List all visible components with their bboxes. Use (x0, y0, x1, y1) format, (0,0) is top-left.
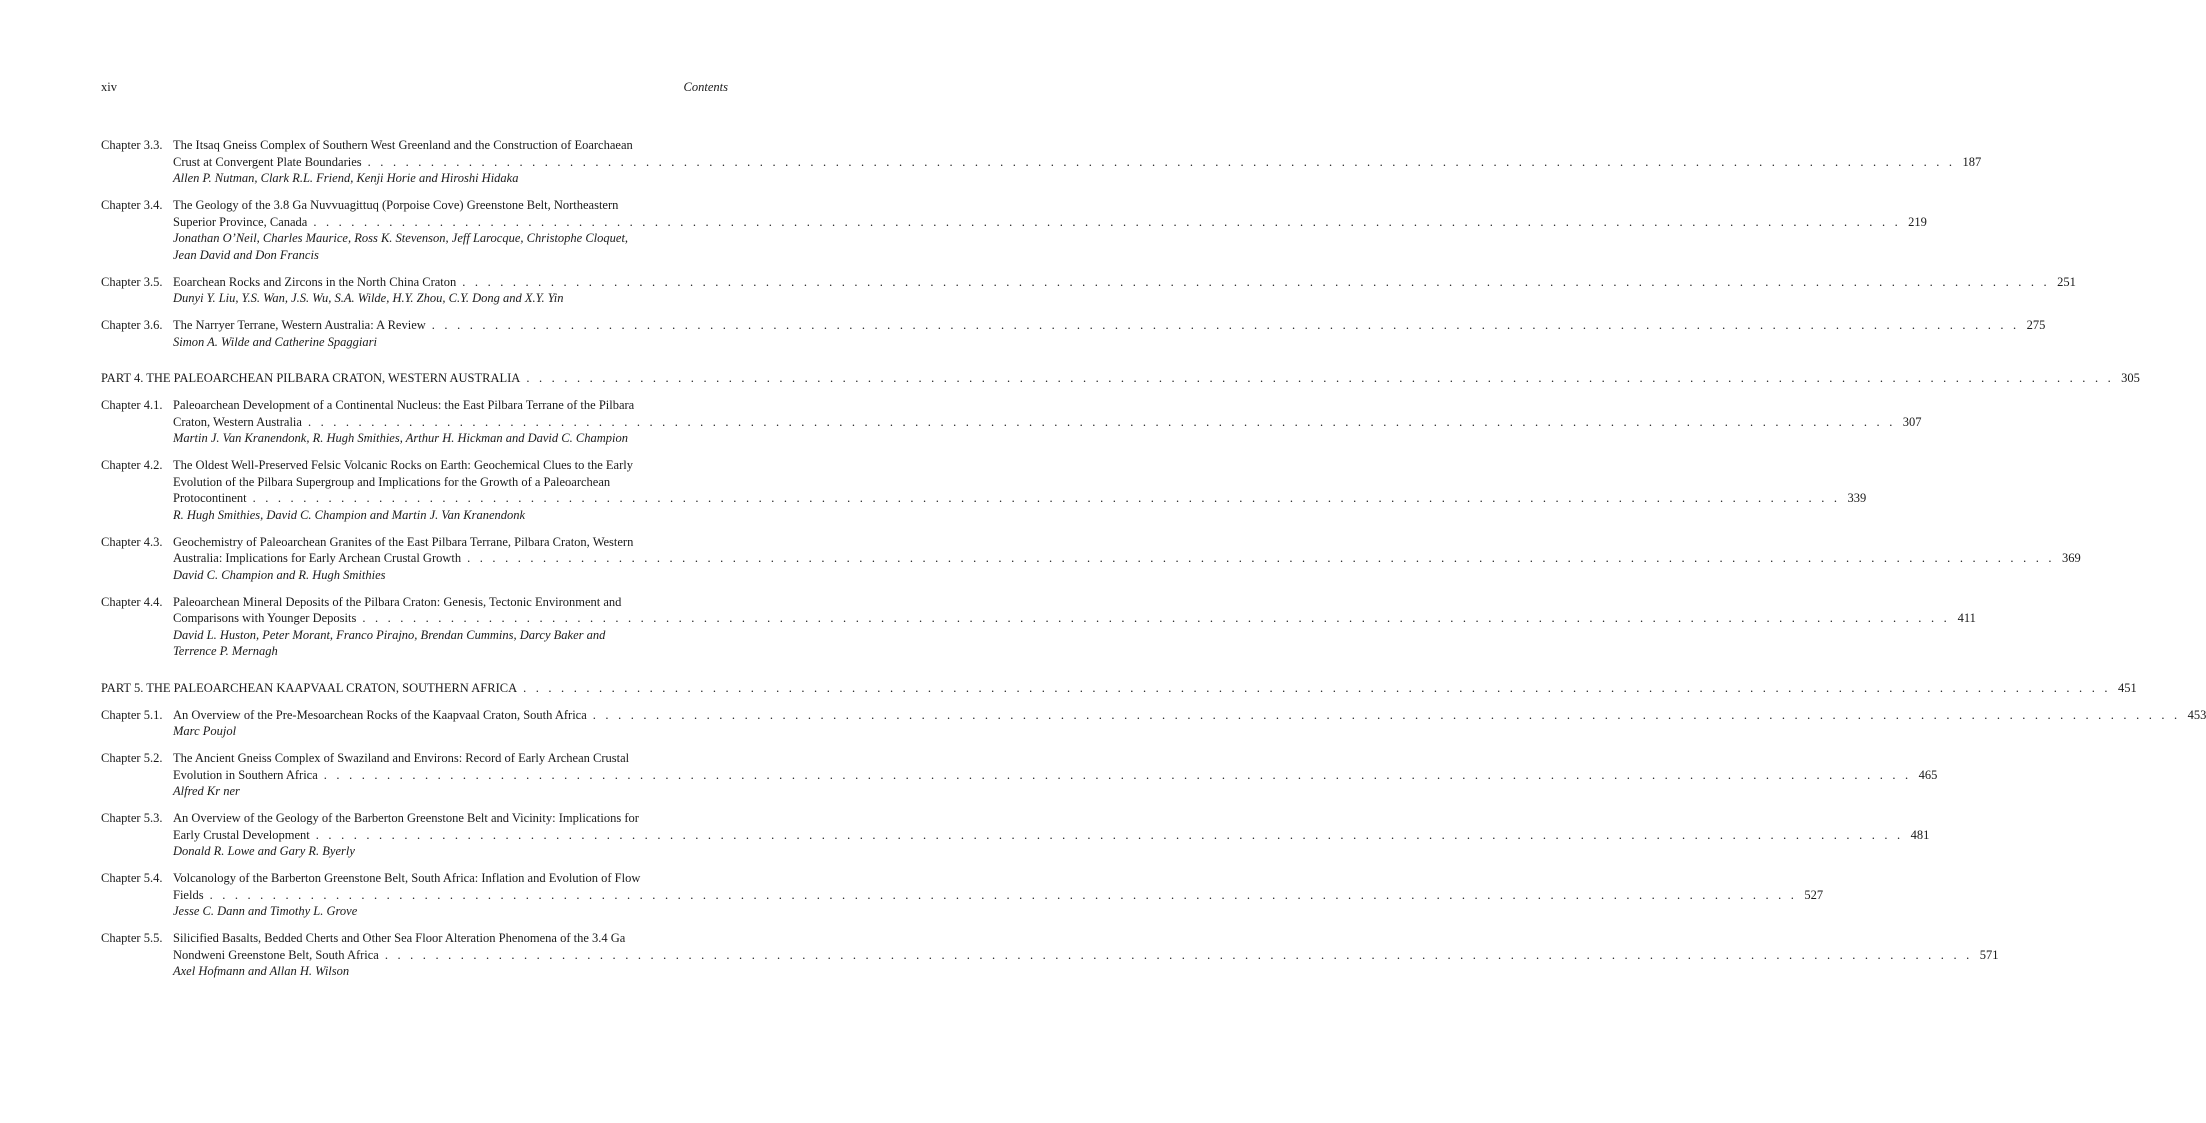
dot-leader: . . . . . . . . . . . . . . . . . . . . . . . . . . . . . . . . . . . . . . . . . . . . . . . . . . . . . . . . . . . . . . . . . . . . . . . . . . . . . . . . . . . . . . . . . . . . . . . . . . . . . . . . . . . . . . . . . . . . . . . . . . . . . . (323, 767, 1912, 782)
chapter-authors: David L. Huston, Peter Morant, Franco Pirajno, Brendan Cummins, Darcy Baker and (173, 627, 606, 642)
dot-leader: . . . . . . . . . . . . . . . . . . . . . . . . . . . . . . . . . . . . . . . . . . . . . . . . . . . . . . . . . . . . . . . . . . . . . . . . . . . . . . . . . . . . . . . . . . . . . . . . . . . . . . . . . . . . . . . . . . . . . . . . . . . . . . (467, 551, 2055, 565)
chapter-title-line: Volcanology of the Barberton Greenstone Belt, South Africa: Inflation and Evolution of Flow (173, 871, 641, 885)
chapter-authors: Allen P. Nutman, Clark R.L. Friend, Kenji Horie and Hiroshi Hidaka (173, 171, 519, 185)
dot-leader: . . . . . . . . . . . . . . . . . . . . . . . . . . . . . . . . . . . . . . . . . . . . . . . . . . . . . . . . . . . . . . . . . . . . . . . . . . . . . . . . . . . . . . . . . . . . . . . . . . . . . . . . . . . . . . . . . . . . . . . . . . . . . . (431, 318, 2020, 332)
toc-entry (101, 397, 1922, 447)
chapter-label: Chapter 3.6. (101, 318, 163, 332)
chapter-page-number: 453 (2187, 707, 2206, 722)
part-4-page: 305 (2121, 371, 2140, 385)
chapter-title-text: Nondweni Greenstone Belt, South Africa (173, 947, 379, 962)
chapter-page-number: 339 (1847, 491, 1867, 505)
chapter-authors: Jonathan O’Neil, Charles Maurice, Ross K. Stevenson, Jeff Larocque, Christophe Cloquet, (173, 231, 629, 245)
chapter-title-last-line (173, 707, 2206, 724)
chapter-page-number: 369 (2061, 551, 2081, 565)
toc-entry (101, 594, 1976, 660)
chapter-title-line: The Geology of the 3.8 Ga Nuvvuagittuq (Porpoise Cove) Greenstone Belt, Northeastern (173, 198, 619, 212)
page-number: xiv (101, 80, 117, 94)
chapter-authors: David C. Champion and R. Hugh Smithies (173, 567, 386, 582)
chapter-title-text: The Narryer Terrane, Western Australia: A Review (173, 318, 426, 332)
chapter-title-text: Eoarchean Rocks and Zircons in the North China Craton (173, 274, 457, 289)
chapter-group-part4 (101, 397, 2081, 660)
chapter-title-last-line (173, 767, 1938, 784)
chapter-label: Chapter 4.1. (101, 398, 163, 412)
chapter-authors: Marc Poujol (173, 724, 237, 738)
chapter-title-text: Early Crustal Development (173, 827, 310, 842)
chapter-title-last-line (173, 490, 1867, 507)
part-4-title: PART 4. THE PALEOARCHEAN PILBARA CRATON, WESTERN AUSTRALIA (101, 371, 521, 385)
chapter-page-number: 527 (1804, 887, 1824, 902)
dot-leader: . . . . . . . . . . . . . . . . . . . . . . . . . . . . . . . . . . . . . . . . . . . . . . . . . . . . . . . . . . . . . . . . . . . . . . . . . . . . . . . . . . . . . . . . . . . . . . . . . . . . . . . . . . . . . . . . . . . . . . . . . . . . . . (362, 611, 1950, 625)
chapter-label: Chapter 5.1. (101, 707, 163, 722)
chapter-label: Chapter 5.5. (101, 931, 163, 945)
chapter-title-last-line (173, 947, 1999, 964)
dot-leader: . . . . . . . . . . . . . . . . . . . . . . . . . . . . . . . . . . . . . . . . . . . . . . . . . . . . . . . . . . . . . . . . . . . . . . . . . . . . . . . . . . . . . . . . . . . . . . . . . . . . . . . . . . . . . . . . . . . . . . . . . . . . . . (209, 887, 1798, 902)
chapter-title-last-line (173, 317, 2046, 334)
chapter-authors: Alfred Kr ner (173, 784, 240, 798)
chapter-page-number: 307 (1902, 414, 1922, 429)
dot-leader: . . . . . . . . . . . . . . . . . . . . . . . . . . . . . . . . . . . . . . . . . . . . . . . . . . . . . . . . . . . . . . . . . . . . . . . . . . . . . . . . . . . . . . . . . . . . . . . . . . . . . . . . . . . . . . . . . . . . . . . . . . . . . . (315, 827, 1904, 842)
running-head (101, 78, 728, 96)
chapter-title-line: Evolution of the Pilbara Supergroup and Implications for the Growth of a Paleoarchean (173, 474, 611, 489)
chapter-page-number: 219 (1908, 214, 1927, 229)
chapter-title-line: Silicified Basalts, Bedded Cherts and Other Sea Floor Alteration Phenomena of the 3.4 Ga (173, 931, 626, 945)
chapter-authors: Jesse C. Dann and Timothy L. Grove (173, 904, 358, 918)
toc-entry (101, 137, 1982, 187)
chapter-title-text: Superior Province, Canada (173, 214, 308, 229)
chapter-authors: Simon A. Wilde and Catherine Spaggiari (173, 334, 377, 349)
dot-leader: . . . . . . . . . . . . . . . . . . . . . . . . . . . . . . . . . . . . . . . . . . . . . . . . . . . . . . . . . . . . . . . . . . . . . . . . . . . . . . . . . . . . . . . . . . . . . . . . . . . . . . . . . . . . . . . . . . . . . . . . . . . . . . (367, 154, 1956, 169)
chapter-authors: Donald R. Lowe and Gary R. Byerly (173, 844, 355, 858)
chapter-title-last-line (173, 214, 1927, 231)
chapter-title-last-line (173, 414, 1922, 431)
part-5-heading (101, 680, 2137, 697)
chapter-label: Chapter 4.2. (101, 458, 163, 472)
toc-entry (101, 457, 1867, 523)
section-title: Contents (683, 80, 728, 94)
chapter-title-text: Protocontinent (173, 491, 247, 505)
chapter-page-number: 571 (1979, 947, 1999, 962)
chapter-group-part3 (101, 137, 2076, 350)
chapter-authors: Axel Hofmann and Allan H. Wilson (173, 964, 350, 978)
chapter-page-number: 275 (2026, 318, 2046, 332)
dot-leader: . . . . . . . . . . . . . . . . . . . . . . . . . . . . . . . . . . . . . . . . . . . . . . . . . . . . . . . . . . . . . . . . . . . . . . . . . . . . . . . . . . . . . . . . . . . . . . . . . . . . . . . . . . . . . . . . . . . . . . . . . . . . . . (592, 707, 2181, 722)
chapter-title-text: Comparisons with Younger Deposits (173, 611, 357, 625)
toc-entry (101, 197, 1927, 263)
dot-leader: . . . . . . . . . . . . . . . . . . . . . . . . . . . . . . . . . . . . . . . . . . . . . . . . . . . . . . . . . . . . . . . . . . . . . . . . . . . . . . . . . . . . . . . . . . . . . . . . . . . . . . . . . . . . . . . . . . . . . . . . . . . . . . (523, 680, 2111, 695)
chapter-label: Chapter 5.3. (101, 811, 163, 825)
chapter-title-last-line (173, 827, 1930, 844)
chapter-title-line: The Oldest Well-Preserved Felsic Volcanic Rocks on Earth: Geochemical Clues to the Early (173, 458, 633, 472)
chapter-title-text: Evolution in Southern Africa (173, 767, 318, 782)
chapter-page-number: 411 (1957, 611, 1976, 625)
chapter-authors: Terrence P. Mernagh (173, 644, 278, 658)
chapter-label: Chapter 4.3. (101, 534, 163, 549)
chapter-title-last-line (173, 154, 1982, 171)
chapter-title-last-line (173, 887, 1824, 904)
chapter-label: Chapter 5.2. (101, 751, 163, 765)
toc-entry (101, 750, 1938, 800)
dot-leader: . . . . . . . . . . . . . . . . . . . . . . . . . . . . . . . . . . . . . . . . . . . . . . . . . . . . . . . . . . . . . . . . . . . . . . . . . . . . . . . . . . . . . . . . . . . . . . . . . . . . . . . . . . . . . . . . . . . . . . . . . . . . . . (526, 371, 2114, 385)
chapter-page-number: 187 (1962, 154, 1982, 169)
chapter-title-last-line (173, 550, 2081, 567)
part-4-heading (101, 370, 2140, 387)
chapter-title-line: An Overview of the Geology of the Barberton Greenstone Belt and Vicinity: Implications for (173, 811, 639, 825)
chapter-label: Chapter 3.3. (101, 138, 163, 152)
chapter-title-text: Australia: Implications for Early Archean Crustal Growth (173, 551, 462, 565)
chapter-authors: Martin J. Van Kranendonk, R. Hugh Smithies, Arthur H. Hickman and David C. Champion (173, 431, 628, 445)
chapter-label: Chapter 3.5. (101, 274, 163, 289)
chapter-page-number: 465 (1918, 767, 1938, 782)
chapter-title-line: The Itsaq Gneiss Complex of Southern West Greenland and the Construction of Eoarchaean (173, 138, 633, 152)
chapter-authors: Jean David and Don Francis (173, 247, 319, 262)
chapter-title-last-line (173, 274, 2076, 291)
dot-leader: . . . . . . . . . . . . . . . . . . . . . . . . . . . . . . . . . . . . . . . . . . . . . . . . . . . . . . . . . . . . . . . . . . . . . . . . . . . . . . . . . . . . . . . . . . . . . . . . . . . . . . . . . . . . . . . . . . . . . . . . . . . . . . (307, 414, 1896, 429)
chapter-title-text: Crust at Convergent Plate Boundaries (173, 154, 362, 169)
toc-entry (101, 930, 1999, 980)
chapter-group-part5 (101, 707, 2206, 980)
toc-entry (101, 317, 2046, 350)
chapter-title-text: An Overview of the Pre-Mesoarchean Rocks of the Kaapvaal Craton, South Africa (173, 707, 587, 722)
dot-leader: . . . . . . . . . . . . . . . . . . . . . . . . . . . . . . . . . . . . . . . . . . . . . . . . . . . . . . . . . . . . . . . . . . . . . . . . . . . . . . . . . . . . . . . . . . . . . . . . . . . . . . . . . . . . . . . . . . . . . . . . . . . . . . (313, 214, 1901, 229)
part-5-page: 451 (2117, 680, 2137, 695)
chapter-title-line: Geochemistry of Paleoarchean Granites of the East Pilbara Terrane, Pilbara Craton, Western (173, 534, 634, 549)
chapter-title-line: Paleoarchean Development of a Continental Nucleus: the East Pilbara Terrane of the Pilbara (173, 398, 635, 412)
chapter-title-text: Fields (173, 887, 204, 902)
table-of-contents (101, 137, 2206, 980)
toc-entry (101, 870, 1824, 920)
toc-entry (101, 534, 2081, 584)
chapter-authors: Dunyi Y. Liu, Y.S. Wan, J.S. Wu, S.A. Wilde, H.Y. Zhou, C.Y. Dong and X.Y. Yin (173, 291, 564, 305)
dot-leader: . . . . . . . . . . . . . . . . . . . . . . . . . . . . . . . . . . . . . . . . . . . . . . . . . . . . . . . . . . . . . . . . . . . . . . . . . . . . . . . . . . . . . . . . . . . . . . . . . . . . . . . . . . . . . . . . . . . . . . . . . . . . . . (384, 947, 1973, 962)
dot-leader: . . . . . . . . . . . . . . . . . . . . . . . . . . . . . . . . . . . . . . . . . . . . . . . . . . . . . . . . . . . . . . . . . . . . . . . . . . . . . . . . . . . . . . . . . . . . . . . . . . . . . . . . . . . . . . . . . . . . . . . . . . . . . . (252, 491, 1841, 505)
chapter-label: Chapter 3.4. (101, 198, 163, 212)
chapter-page-number: 251 (2057, 274, 2076, 289)
chapter-title-last-line (173, 610, 1976, 627)
part-5-title: PART 5. THE PALEOARCHEAN KAAPVAAL CRATON, SOUTHERN AFRICA (101, 680, 518, 695)
toc-entry (101, 707, 2206, 740)
chapter-title-line: The Ancient Gneiss Complex of Swaziland and Environs: Record of Early Archean Crustal (173, 751, 630, 765)
dot-leader: . . . . . . . . . . . . . . . . . . . . . . . . . . . . . . . . . . . . . . . . . . . . . . . . . . . . . . . . . . . . . . . . . . . . . . . . . . . . . . . . . . . . . . . . . . . . . . . . . . . . . . . . . . . . . . . . . . . . . . . . . . . . . . (462, 274, 2050, 289)
chapter-authors: R. Hugh Smithies, David C. Champion and Martin J. Van Kranendonk (173, 507, 526, 522)
toc-entry (101, 810, 1930, 860)
toc-entry (101, 274, 2076, 307)
chapter-label: Chapter 4.4. (101, 594, 163, 609)
chapter-title-line: Paleoarchean Mineral Deposits of the Pilbara Craton: Genesis, Tectonic Environment and (173, 594, 622, 609)
chapter-label: Chapter 5.4. (101, 871, 163, 885)
chapter-title-text: Craton, Western Australia (173, 414, 302, 429)
chapter-page-number: 481 (1910, 827, 1930, 842)
